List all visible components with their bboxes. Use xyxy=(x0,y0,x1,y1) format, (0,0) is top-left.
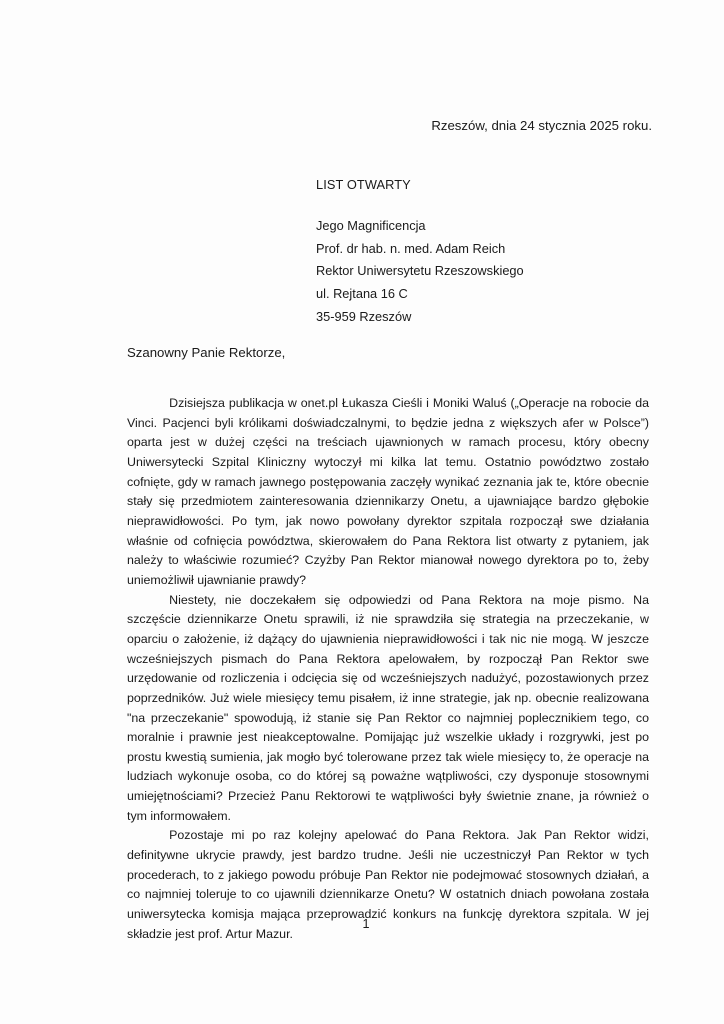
body-paragraph: Dzisiejsza publikacja w onet.pl Łukasza Cieśli i Moniki Waluś („Operacje na robocie da Vinci. Pacjenci byli królikami doświadczalnymi, to będzie jedna z większych afer w Polsce”) oparta jest w dużej części na treściach ujawnionych w ramach procesu, który obecny Uniwersytecki Szpital Kliniczny wytoczył mi kilka lat temu. Ostatnio powództwo zostało cofnięte, gdy w ramach jawnego postępowania zaczęły wynikać zeznania jak te, które obecnie stały się przedmiotem zainteresowania dziennikarzy Onetu, a ujawniające bardzo głębokie nieprawidłowości. Po tym, jak nowo powołany dyrektor szpitala rozpoczął swe działania właśnie od cofnięcia powództwa, skierowałem do Pana Rektora list otwarty z pytaniem, jak należy to właściwie rozumieć? Czyżby Pan Rektor mianował nowego dyrektora po to, żeby uniemożliwił ujawnianie prawdy? xyxy=(127,396,649,587)
recipient-line: Jego Magnificencja xyxy=(316,218,426,233)
recipient-address xyxy=(316,215,524,329)
salutation: Szanowny Panie Rektorze, xyxy=(127,345,286,360)
recipient-line: 35-959 Rzeszów xyxy=(316,308,412,324)
body-paragraph: Pozostaje mi po raz kolejny apelować do Pana Rektora. Jak Pan Rektor widzi, definitywne ukrycie prawdy, jest bardzo trudne. Jeśli nie uczestniczył Pan Rektor w tych procederach, to z jakiego powodu próbuje Pan Rektor nie podejmować stosownych działań, a co najmniej toleruje to co ujawnili dziennikarze Onetu? W ostatnich dniach powołana została uniwersytecka komisja mająca przeprowadzić konkurs na funkcję dyrektora szpitala. W jej składzie jest prof. Artur Mazur. xyxy=(127,828,649,941)
letter-title: LIST OTWARTY xyxy=(316,177,411,192)
recipient-line: Rektor Uniwersytetu Rzeszowskiego xyxy=(316,263,524,279)
date-line: Rzeszów, dnia 24 stycznia 2025 roku. xyxy=(431,118,652,133)
letter-body xyxy=(127,394,649,944)
recipient-line: ul. Rejtana 16 C xyxy=(316,286,408,302)
body-paragraph: Niestety, nie doczekałem się odpowiedzi od Pana Rektora na moje pismo. Na szczęście dziennikarze Onetu sprawili, iż nie sprawdziła się strategia na przeczekanie, w oparciu o założenie, iż dążący do ujawnienia nieprawidłowości i tak nic nie mogą. W jeszcze wcześniejszych pismach do Pana Rektora apelowałem, by rozpoczął Pan Rektor swe urzędowanie od rozliczenia i odcięcia się od wcześniejszych nadużyć, pozostawionych przez poprzedników. Już wiele miesięcy temu pisałem, iż inne strategie, jak np. obecnie realizowana "na przeczekanie" spowodują, iż stanie się Pan Rektor co najmniej poplecznikiem tego, co moralnie i prawnie jest nieakceptowalne. Pomijając już wszelkie układy i rozgrywki, jest po prostu kwestią sumienia, jak mogło być tolerowane przez tak wiele miesięcy to, że operacje na ludziach wykonuje osoba, co do której są poważne wątpliwości, czy dysponuje stosownymi umiejętnościami? Przecież Panu Rektorowi te wątpliwości były świetnie znane, ja również o tym informowałem. xyxy=(127,592,649,823)
page-number: 1 xyxy=(362,917,370,931)
recipient-line: Prof. dr hab. n. med. Adam Reich xyxy=(316,240,506,256)
